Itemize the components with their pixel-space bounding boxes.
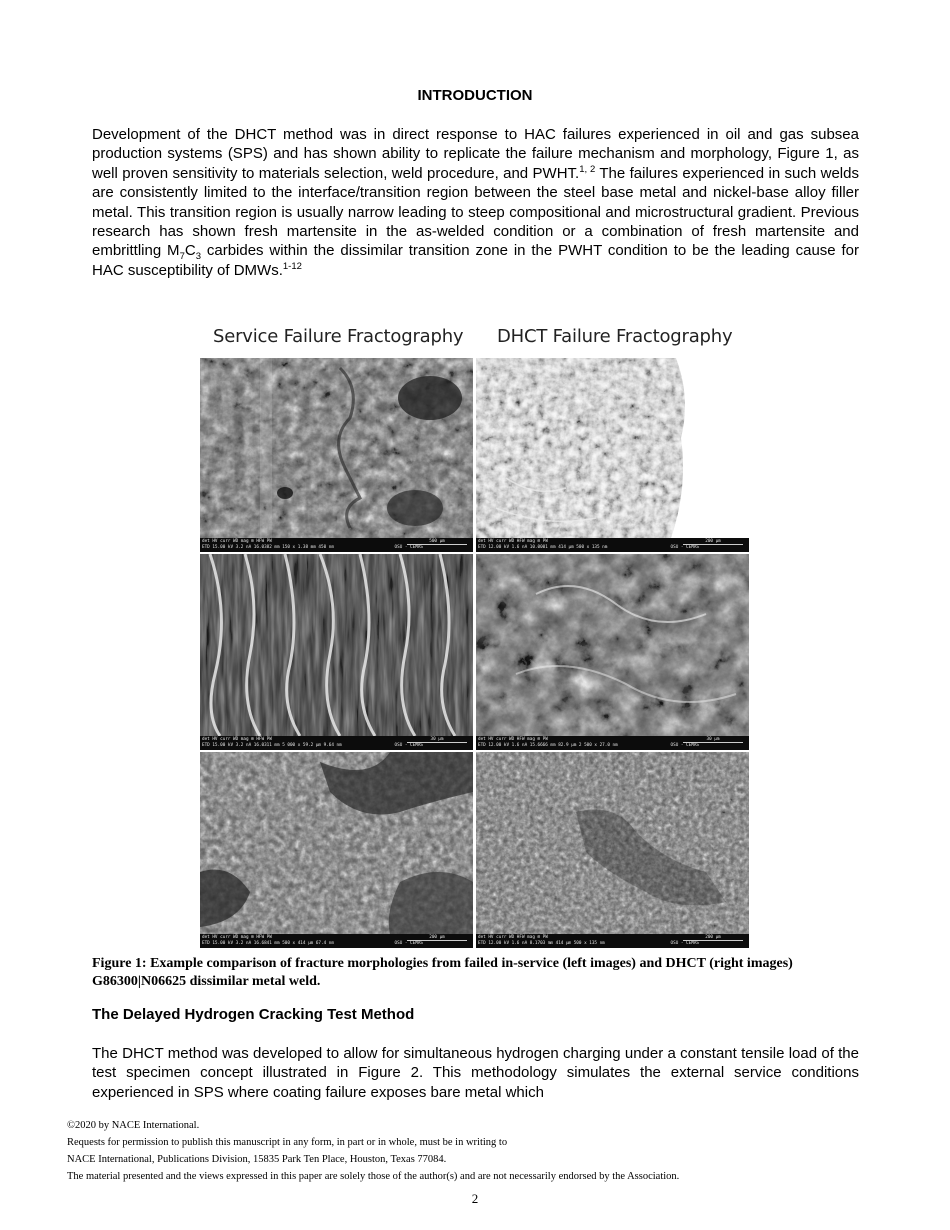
- fractograph-image: [476, 358, 749, 538]
- sem-panel-service-2: [200, 554, 473, 750]
- figure-caption: Figure 1: Example comparison of fracture morphologies from failed in-service (left images) and DHCT (right images) G86300|N06625 dissimilar metal weld.: [92, 956, 793, 989]
- fractograph-image: [476, 554, 749, 736]
- fractograph-image: [200, 752, 473, 934]
- subscript: 3: [195, 251, 201, 263]
- sem-databar: det HV curr WD HFW mag ⊞ PW ETD 12.00 kV 1.6 nA 10.0001 mm 414 μm 500 x 135 nm OSU - CEMAS 200 μm: [476, 538, 749, 552]
- footer-disclaimer: The material presented and the views expressed in this paper are solely those of the author(s) and are not necessarily endorsed by the Association.: [67, 1171, 680, 1182]
- subscript: 7: [179, 251, 185, 263]
- scale-bar: 200 μm: [683, 539, 743, 545]
- intro-text-part3: C: [184, 242, 196, 260]
- sem-databar: det HV curr WD HFW mag ⊞ PW ETD 12.00 kV 1.6 nA 8.1703 mm 414 μm 500 x 135 nm OSU - CEMAS 200 μm: [476, 934, 749, 948]
- sem-databar: det HV curr WD HFW mag ⊞ PW ETD 12.00 kV 1.6 nA 15.6666 mm 82.9 μm 2 500 x 27.0 nm OSU - CEMAS 30 μm: [476, 736, 749, 750]
- fractograph-image: [200, 554, 473, 736]
- figure-1: [200, 320, 750, 948]
- sem-databar: det HV curr WD mag ⊞ HFW PW ETD 15.00 kV 3.2 nA 16.0382 mm 150 x 1.38 mm 450 nm OSU - CEMAS 500 μm: [200, 538, 473, 552]
- sem-panel-dhct-1: [476, 358, 749, 552]
- footer-permission: Requests for permission to publish this manuscript in any form, in part or in whole, must be in writing to: [67, 1137, 508, 1148]
- fractograph-image: [200, 358, 473, 538]
- footer-copyright: ©2020 by NACE International.: [67, 1120, 200, 1131]
- intro-text-part2: The failures experienced in such welds are consistently limited to the interface/transition region between the steel base metal and nickel-base alloy filler metal. This transition region is usually narrow leading to steep compositional and microstructural gradient. Previous research has shown fresh martensite in the as-welded condition or a combination of fresh martensite and embrittling M: [92, 164, 859, 260]
- scale-bar: 200 μm: [683, 935, 743, 941]
- section-heading: INTRODUCTION: [417, 87, 533, 104]
- intro-paragraph: [92, 125, 859, 280]
- sem-panel-service-1: [200, 358, 473, 552]
- scale-bar: 30 μm: [683, 737, 743, 743]
- page-number: 2: [471, 1191, 479, 1206]
- sem-panel-service-3: [200, 752, 473, 948]
- intro-text-part1: Development of the DHCT method was in direct response to HAC failures experienced in oil and gas subsea production systems (SPS) and has shown ability to replicate the failure mechanism and morphology, Figure 1, as well proven sensitivity to materials selection, weld procedure, and PWHT.: [92, 126, 859, 182]
- sem-panel-dhct-3: [476, 752, 749, 948]
- citation-ref: 1-12: [282, 260, 302, 272]
- method-paragraph: The DHCT method was developed to allow for simultaneous hydrogen charging under a constant tensile load of the test specimen concept illustrated in Figure 2. This methodology simulates the external service conditions experienced in SPS where coating failure exposes bare metal which: [92, 1045, 859, 1100]
- footer-address: NACE International, Publications Division, 15835 Park Ten Place, Houston, Texas 77084.: [67, 1154, 447, 1165]
- sem-databar: det HV curr WD mag ⊞ HFW PW ETD 15.00 kV 3.2 nA 16.0311 mm 5 000 x 59.2 μm 9.64 nm OSU - CEMAS 30 μm: [200, 736, 473, 750]
- citation-ref: 1, 2: [579, 163, 596, 175]
- sem-panel-dhct-2: [476, 554, 749, 750]
- scale-bar: 30 μm: [407, 737, 467, 743]
- scale-bar: 500 μm: [407, 539, 467, 545]
- scale-bar: 200 μm: [407, 935, 467, 941]
- sem-databar: det HV curr WD mag ⊞ HFW PW ETD 15.00 kV 3.2 nA 16.6841 mm 500 x 414 μm 67.4 nm OSU - CEMAS 200 μm: [200, 934, 473, 948]
- subsection-heading: The Delayed Hydrogen Cracking Test Method: [92, 1006, 415, 1023]
- figure-left-title: Service Failure Fractography: [213, 326, 464, 347]
- intro-text-part4: carbides within the dissimilar transition zone in the PWHT condition to be the leading cause for HAC susceptibility of DMWs.: [92, 242, 860, 279]
- figure-right-title: DHCT Failure Fractography: [497, 326, 733, 347]
- fractograph-image: [476, 752, 749, 934]
